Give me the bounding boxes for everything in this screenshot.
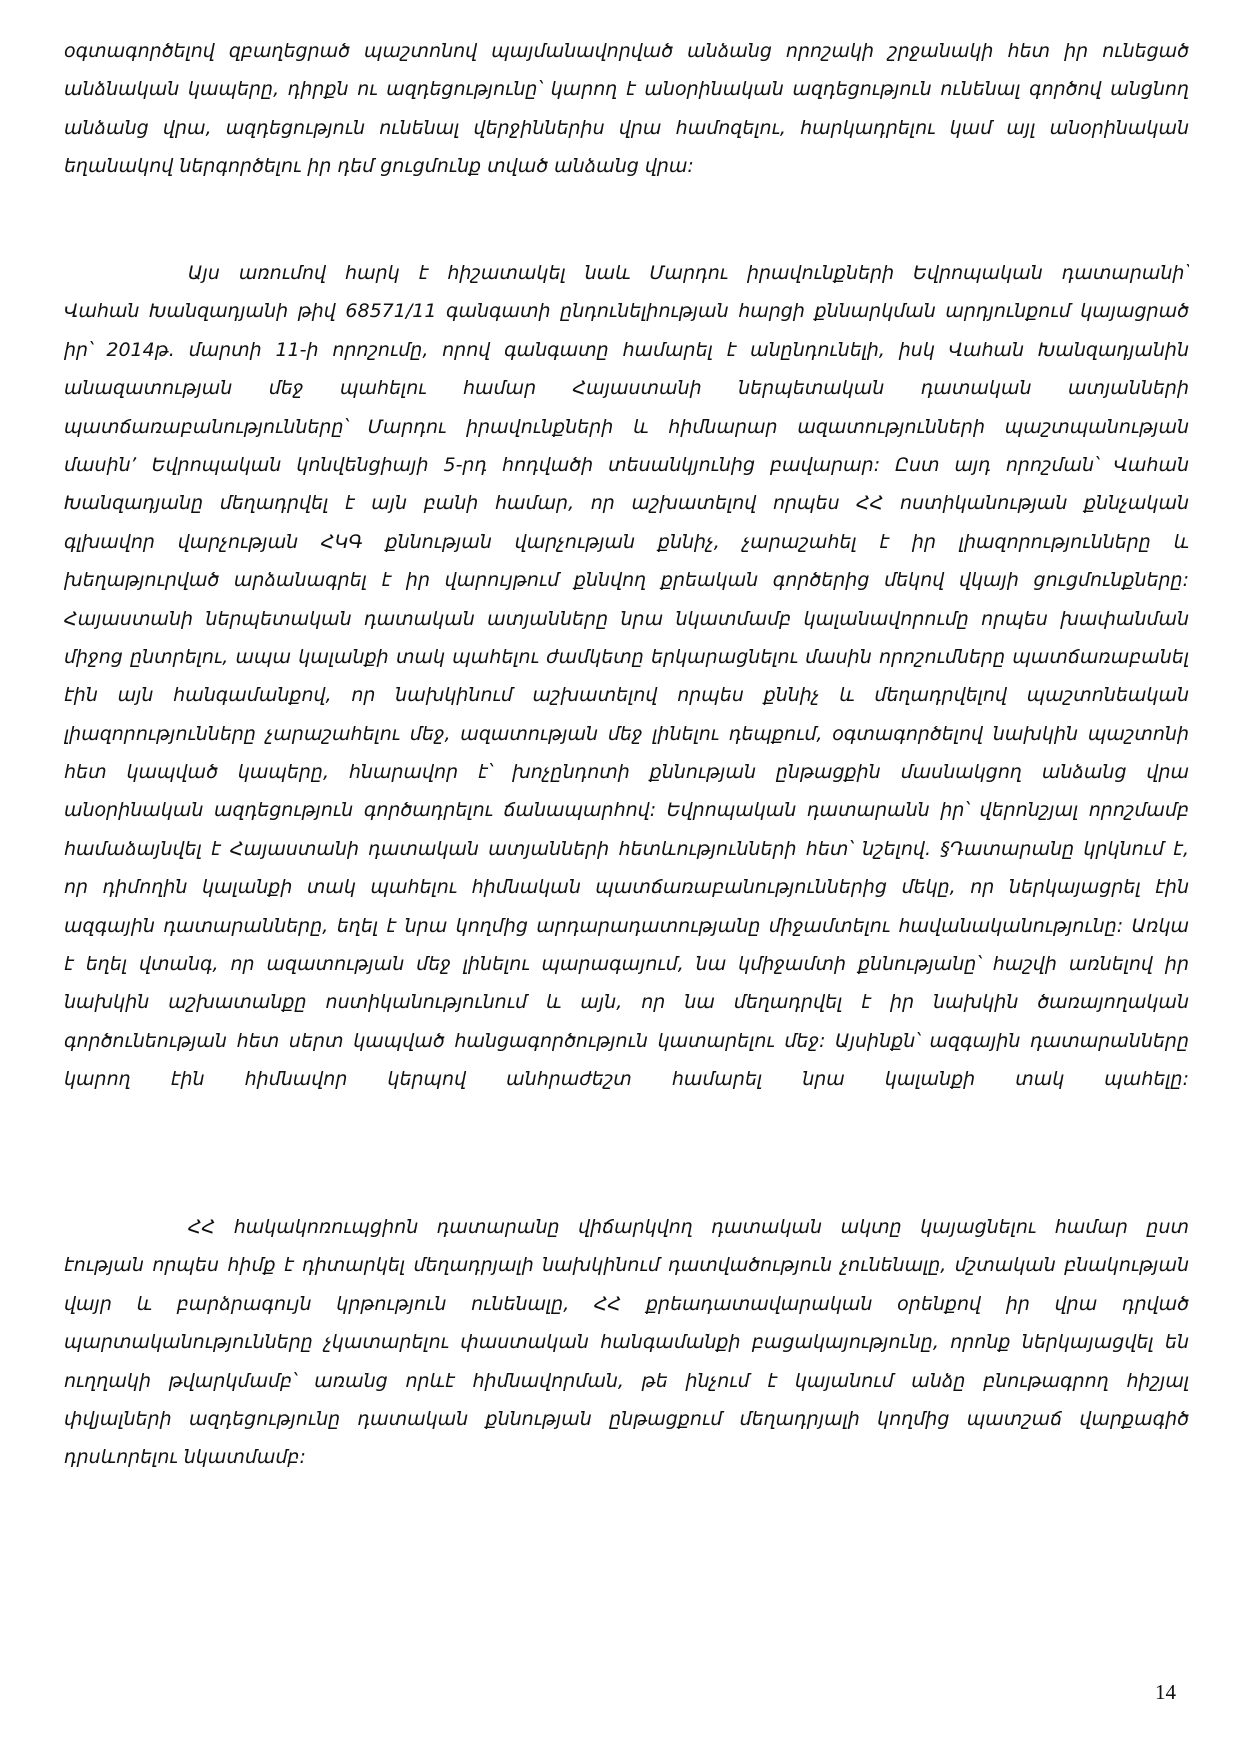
text-line: միջոց ընտրելու, ապա կալանքի տակ պահելու ժամկետը երկարացնելու մասին որոշումները պատճառաբանել	[64, 645, 1189, 668]
text-line: փվյալների ազդեցությունը դատական քննության ընթացքում մեղադրյալի կողմից պատշաճ վարքագիծ	[64, 1407, 1189, 1430]
text-line: ազգային դատարանները, եղել է նրա կողմից արդարադատությանը միջամտելու հավանականությունը: Առկա	[64, 914, 1189, 937]
text-line: էության որպես հիմք է դիտարկել մեղադրյալի նախկինում դատվածություն չունենալը, մշտական բնակության	[64, 1254, 1189, 1277]
text-line: անձանց վրա, ազդեցություն ունենալ վերջիններիս վրա համոզելու, հարկադրելու կամ այլ անօրինական	[64, 116, 1189, 139]
text-line: մասին՚ Եվրոպական կոնվենցիայի 5-րդ հոդվածի տեսանկյունից բավարար: Ըստ այդ որոշման՝ Վահան	[64, 453, 1189, 476]
text-line	[64, 1099, 1189, 1137]
text-line: նախկին աշխատանքը ոստիկանությունում և այն, որ նա մեղադրվել է իր նախկին ծառայողական	[64, 991, 1189, 1014]
text-line: ՀՀ հակակոռուպցիոն դատարանը վիճարկվող դատական ակտը կայացնելու համար ըստ	[188, 1216, 1189, 1238]
text-line: էին այն հանգամանքով, որ նախկինում աշխատելով որպես քննիչ և մեղադրվելով պաշտոնեական	[64, 684, 1189, 707]
page-number: 14	[1155, 1680, 1176, 1704]
text-line: դրսևորելու նկատմամբ:	[64, 1446, 306, 1469]
text-line: պատճառաբանությունները՝ Մարդու իրավունքների և հիմնարար ազատությունների պաշտպանության	[64, 415, 1189, 438]
text-line: Վահան Խանզադյանի թիվ 68571/11 գանգատի ընդունելիության հարցի քննարկման արդյունքում կայացրած	[64, 300, 1189, 323]
text-line: գործունեության հետ սերտ կապված հանցագործություն կատարելու մեջ: Այսինքն՝ ազգային դատարանները	[64, 1029, 1189, 1052]
text-line: եղանակով ներգործելու իր դեմ ցուցմունք տված անձանց վրա:	[64, 155, 694, 178]
text-line: Հայաստանի ներպետական դատական ատյանները նրա նկատմամբ կալանավորումը որպես խափանման	[64, 607, 1189, 630]
text-line: ուղղակի թվարկմամբ՝ առանց որևէ հիմնավորման, թե ինչում է կայանում անձը բնութագրող հիշյալ	[64, 1369, 1189, 1392]
text-line: Այս առումով հարկ է հիշատակել նաև Մարդու իրավունքների Եվրոպական դատարանի՝	[188, 262, 1189, 284]
text-line: անազատության մեջ պահելու համար Հայաստանի ներպետական դատական ատյանների	[64, 377, 1189, 400]
text-line: պարտականությունները չկատարելու փաստական հանգամանքի բացակայությունը, որոնք ներկայացվել են	[64, 1331, 1189, 1354]
text-line: հետ կապված կապերը, հնարավոր է՝ խոչընդոտի քննության ընթացքին մասնակցող անձանց վրա	[64, 761, 1189, 784]
text-line: անօրինական ազդեցություն գործադրելու ճանապարհով: Եվրոպական դատարանն իր՝ վերոնշյալ որոշմամբ	[64, 799, 1189, 822]
paragraph-2	[64, 254, 1189, 1137]
paragraph-1	[64, 32, 1189, 186]
text-line: համաձայնվել է Հայաստանի դատական ատյանների հետևությունների հետ՝ նշելով. §Դատարանը կրկնում է,	[64, 837, 1189, 860]
text-line: որ դիմողին կալանքի տակ պահելու հիմնական պատճառաբանություններից մեկը, որ ներկայացրել էին	[64, 876, 1189, 899]
text-line: կարող էին հիմնավոր կերպով անհրաժեշտ համարել նրա կալանքի տակ պահելը:	[64, 1068, 1189, 1091]
text-line: գլխավոր վարչության ՀԿԳ քննության վարչության քննիչ, չարաշահել է իր լիազորությունները և	[64, 530, 1189, 553]
text-line: անձնական կապերը, դիրքն ու ազդեցությունը՝ կարող է անօրինական ազդեցություն ունենալ գործով անցնող	[64, 78, 1189, 101]
text-line: Խանզադյանը մեղադրվել է այն բանի համար, որ աշխատելով որպես ՀՀ ոստիկանության քննչական	[64, 492, 1189, 515]
text-line: օգտագործելով զբաղեցրած պաշտոնով պայմանավորված անձանց որոշակի շրջանակի հետ իր ունեցած	[64, 40, 1189, 62]
text-line: խեղաթյուրված արձանագրել է իր վարույթում քննվող քրեական գործերից մեկով վկայի ցուցմունքները:	[64, 569, 1189, 592]
paragraph-3	[64, 1208, 1189, 1477]
text-line: իր՝ 2014թ. մարտի 11-ի որոշումը, որով գանգատը համարել է անընդունելի, իսկ Վահան Խանզադյանին	[64, 338, 1189, 361]
text-line: լիազորությունները չարաշահելու մեջ, ազատության մեջ լինելու դեպքում, օգտագործելով նախկին պաշտոնի	[64, 722, 1189, 745]
text-line: վայր և բարձրագույն կրթություն ունենալը, ՀՀ քրեադատավարական օրենքով իր վրա դրված	[64, 1292, 1189, 1315]
text-line: է եղել վտանգ, որ ազատության մեջ լինելու պարագայում, նա կմիջամտի քննությանը՝ հաշվի առնելով իր	[64, 953, 1189, 976]
